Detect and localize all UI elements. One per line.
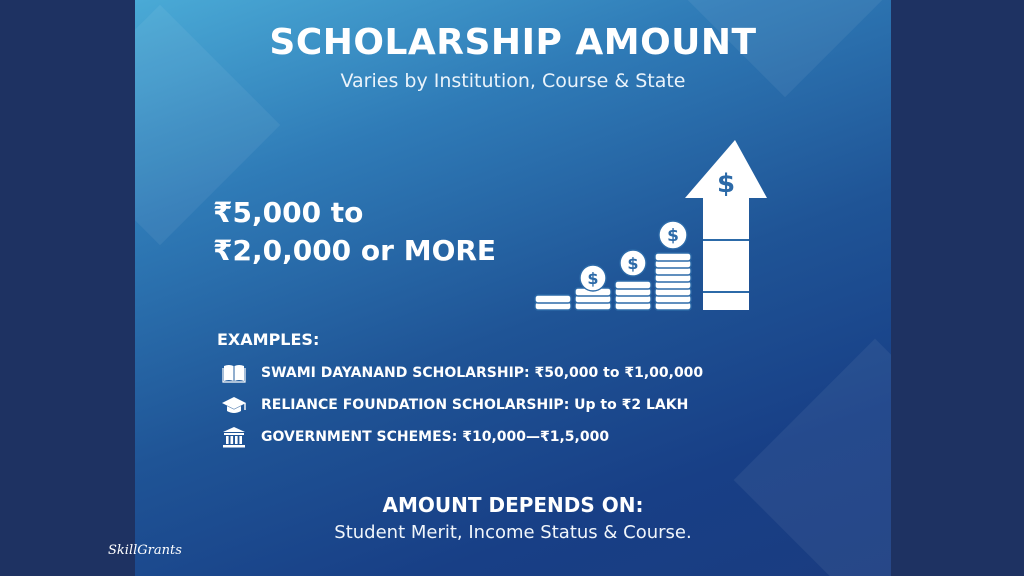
- amount-depends-heading: AMOUNT DEPENDS ON:: [382, 493, 644, 517]
- svg-text:$: $: [627, 254, 639, 273]
- example-item: [221, 393, 688, 417]
- slide-title: SCHOLARSHIP AMOUNT: [269, 22, 757, 63]
- svg-text:$: $: [667, 226, 679, 246]
- example-text: GOVERNMENT SCHEMES: ₹10,000—₹1,5,000: [261, 429, 610, 445]
- example-text: RELIANCE FOUNDATION SCHOLARSHIP: Up to ₹2 LAKH: [261, 397, 689, 413]
- slide: [135, 0, 891, 576]
- example-item: [221, 361, 703, 385]
- slide-subtitle: Varies by Institution, Course & State: [340, 70, 686, 92]
- bank-building-icon: [221, 426, 247, 448]
- graduation-cap-icon: [221, 394, 247, 416]
- book-icon: [221, 362, 247, 384]
- dollar-coin-stacks-with-up-arrow-icon: [531, 136, 771, 320]
- amount-range-line-2: ₹2,0,000 or MORE: [213, 234, 497, 267]
- examples-heading: EXAMPLES:: [217, 330, 320, 349]
- example-item: [221, 425, 609, 449]
- amount-depends-text: Student Merit, Income Status & Course.: [334, 522, 692, 543]
- amount-range-line-1: ₹5,000 to: [213, 196, 364, 229]
- svg-text:$: $: [716, 169, 736, 199]
- brand-watermark: SkillGrants: [108, 543, 182, 558]
- svg-text:$: $: [587, 269, 599, 288]
- example-text: SWAMI DAYANAND SCHOLARSHIP: ₹50,000 to ₹1,00,000: [261, 365, 704, 381]
- amount-range: [213, 194, 496, 270]
